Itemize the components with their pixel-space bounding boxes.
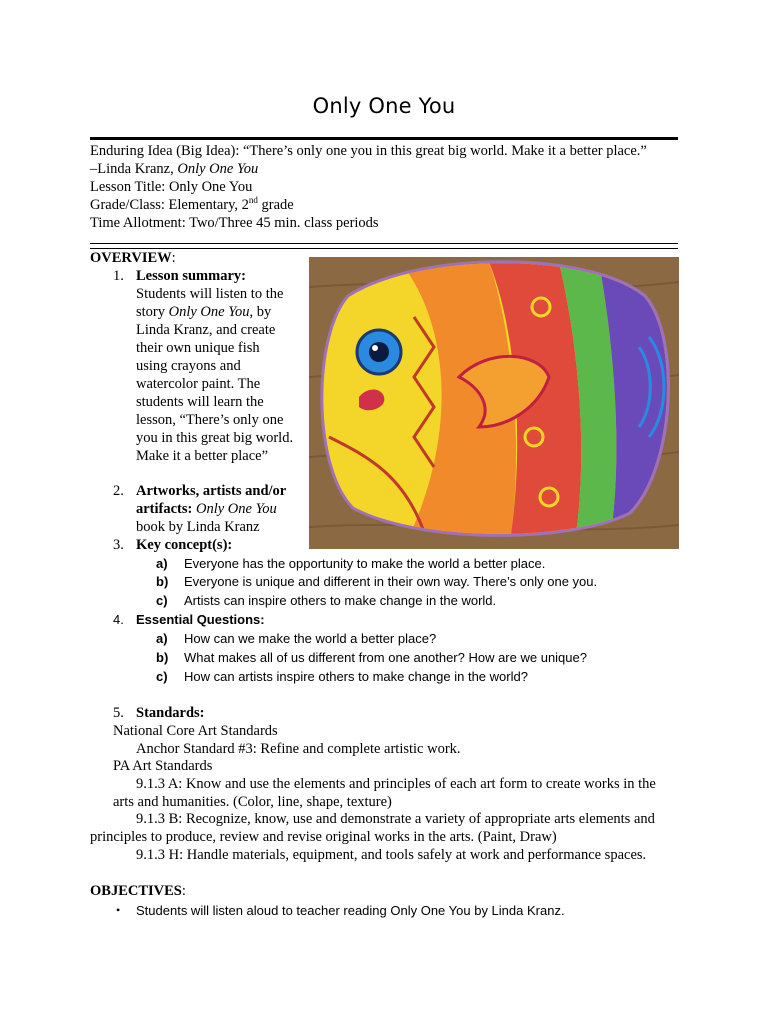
pa-standards: PA Art Standards xyxy=(113,758,213,774)
attribution-book: Only One You xyxy=(177,161,259,177)
standard-b-line1: 9.1.3 B: Recognize, know, use and demonstrate a variety of appropriate arts elements and xyxy=(136,811,655,827)
essential-question: b) What makes all of us different from one another? How are we unique? xyxy=(156,650,587,665)
item5-label: Standards: xyxy=(136,705,205,721)
time-allotment: Time Allotment: Two/Three 45 min. class periods xyxy=(90,215,379,231)
item5-number: 5. xyxy=(113,705,124,721)
summary-line: Students will listen to the xyxy=(136,286,284,302)
summary-line: you in this great big world. xyxy=(136,430,294,446)
objectives-heading: OBJECTIVES: xyxy=(90,883,186,899)
fish-artwork-image xyxy=(309,257,679,549)
national-standards: National Core Art Standards xyxy=(113,723,278,739)
attribution-author: –Linda Kranz, xyxy=(90,161,178,177)
summary-line: lesson, “There’s only one xyxy=(136,412,284,428)
item2-book-author: book by Linda Kranz xyxy=(136,519,260,535)
summary-line: using crayons and xyxy=(136,358,241,374)
lesson-title: Lesson Title: Only One You xyxy=(90,179,253,195)
anchor-standard: Anchor Standard #3: Refine and complete artistic work. xyxy=(136,741,461,757)
standard-b-line2: principles to produce, review and revise original works in the arts. (Paint, Draw) xyxy=(90,829,557,845)
item3-label: Key concept(s): xyxy=(136,537,233,553)
section-rule xyxy=(90,243,678,249)
title-rule xyxy=(90,137,678,140)
item2-label: Artworks, artists and/or xyxy=(136,483,287,499)
standard-a-line2: arts and humanities. (Color, line, shape, texture) xyxy=(113,794,392,810)
essential-question: c) How can artists inspire others to make change in the world? xyxy=(156,669,528,684)
item1-number: 1. xyxy=(113,268,124,284)
page-title: Only One You xyxy=(312,94,456,118)
summary-line: Linda Kranz, and create xyxy=(136,322,276,338)
essential-question: a) How can we make the world a better place? xyxy=(156,631,437,646)
item3-number: 3. xyxy=(113,537,124,553)
standard-h: 9.1.3 H: Handle materials, equipment, and tools safely at work and performance spaces. xyxy=(136,847,647,863)
summary-line: students will learn the xyxy=(136,394,264,410)
item1-label: Lesson summary: xyxy=(136,268,246,284)
key-concept: b) Everyone is unique and different in their own way. There’s only one you. xyxy=(156,574,598,589)
item2-number: 2. xyxy=(113,483,124,499)
summary-line: their own unique fish xyxy=(136,340,260,356)
summary-line: watercolor paint. The xyxy=(136,376,261,392)
standard-a-line1: 9.1.3 A: Know and use the elements and principles of each art form to create works in the xyxy=(136,776,656,792)
bullet-icon: • xyxy=(116,903,121,917)
objective-item: Students will listen aloud to teacher reading Only One You by Linda Kranz. xyxy=(136,903,565,918)
item4-heading: 4. Essential Questions: xyxy=(113,612,265,627)
overview-heading: OVERVIEW: xyxy=(90,250,176,266)
key-concept: a) Everyone has the opportunity to make the world a better place. xyxy=(156,556,546,571)
summary-line: story Only One You, by xyxy=(136,304,272,320)
summary-line: Make it a better place” xyxy=(136,448,269,464)
key-concept: c) Artists can inspire others to make change in the world. xyxy=(156,593,497,608)
grade-class: Grade/Class: Elementary, 2nd grade xyxy=(90,195,294,213)
item2-artifacts: artifacts: Only One You xyxy=(136,501,277,517)
attribution xyxy=(90,160,258,178)
enduring-idea: Enduring Idea (Big Idea): “There’s only one you in this great big world. Make it a better place.” xyxy=(90,143,647,159)
